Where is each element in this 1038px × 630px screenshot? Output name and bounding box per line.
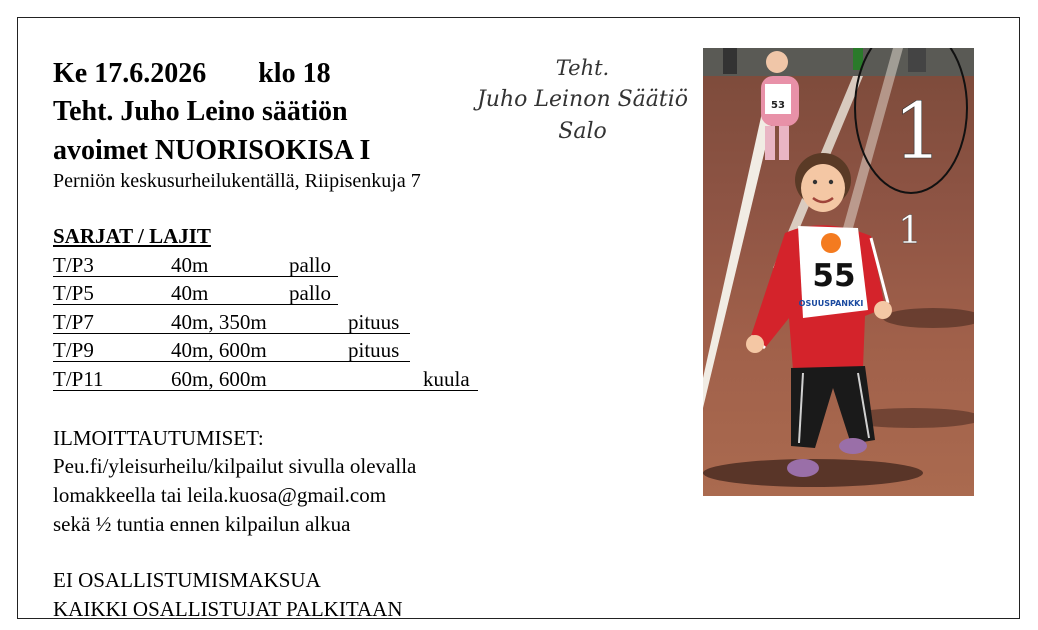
logo-line1: Teht. bbox=[555, 56, 610, 80]
event-date: Ke 17.6.2026 bbox=[53, 58, 207, 89]
track-line-left bbox=[703, 108, 775, 408]
series-field: pallo bbox=[289, 281, 331, 305]
background-bib-number: 53 bbox=[771, 100, 785, 111]
series-field: pallo bbox=[289, 253, 331, 277]
bank-label: OSUUSPANKKI bbox=[798, 299, 864, 308]
registration-heading: ILMOITTAUTUMISET: bbox=[53, 426, 264, 450]
series-runs: 60m, 600m bbox=[171, 367, 267, 391]
series-heading: SARJAT / LAJIT bbox=[53, 224, 211, 248]
series-row bbox=[53, 368, 478, 391]
series-field: pituus bbox=[348, 310, 400, 334]
photo-scene bbox=[703, 48, 974, 496]
series-field: kuula bbox=[423, 367, 470, 391]
series-row bbox=[53, 339, 410, 362]
series-field: pituus bbox=[348, 338, 400, 362]
series-runs: 40m, 350m bbox=[171, 310, 267, 334]
series-runs: 40m, 600m bbox=[171, 338, 267, 362]
event-venue: Perniön keskusurheilukentällä, Riipisenkuja 7 bbox=[53, 170, 421, 192]
event-title-line1: Teht. Juho Leino säätiön bbox=[53, 96, 348, 127]
series-row bbox=[53, 282, 338, 305]
lane-number-small: 1 bbox=[897, 208, 923, 252]
lane-number-large: 1 bbox=[893, 87, 943, 177]
series-runs: 40m bbox=[171, 253, 209, 277]
series-class: T/P5 bbox=[53, 281, 94, 305]
series-runs: 40m bbox=[171, 281, 209, 305]
no-fee-text: EI OSALLISTUMISMAKSUA bbox=[53, 568, 321, 592]
main-runner bbox=[746, 153, 892, 477]
event-time: klo 18 bbox=[258, 58, 331, 89]
series-class: T/P11 bbox=[53, 367, 104, 391]
registration-line2: lomakkeella tai leila.kuosa@gmail.com bbox=[53, 483, 387, 507]
spectators-background bbox=[703, 48, 974, 76]
registration-line3: sekä ½ tuntia ennen kilpailun alkua bbox=[53, 512, 351, 536]
series-class: T/P7 bbox=[53, 310, 94, 334]
logo-line2: Juho Leinon Säätiö bbox=[476, 87, 689, 112]
event-date-time bbox=[53, 60, 331, 88]
series-class: T/P9 bbox=[53, 338, 94, 362]
series-row bbox=[53, 254, 338, 277]
foundation-logo bbox=[470, 58, 695, 143]
series-class: T/P3 bbox=[53, 253, 94, 277]
series-row bbox=[53, 311, 410, 334]
prizes-text: KAIKKI OSALLISTUJAT PALKITAAN bbox=[53, 597, 403, 621]
registration-line1: Peu.fi/yleisurheilu/kilpailut sivulla olevalla bbox=[53, 454, 417, 478]
bib-number: 55 bbox=[812, 258, 856, 294]
event-title-line2: avoimet NUORISOKISA I bbox=[53, 135, 371, 166]
logo-line3: Salo bbox=[558, 119, 607, 144]
running-child-photo bbox=[703, 48, 974, 496]
